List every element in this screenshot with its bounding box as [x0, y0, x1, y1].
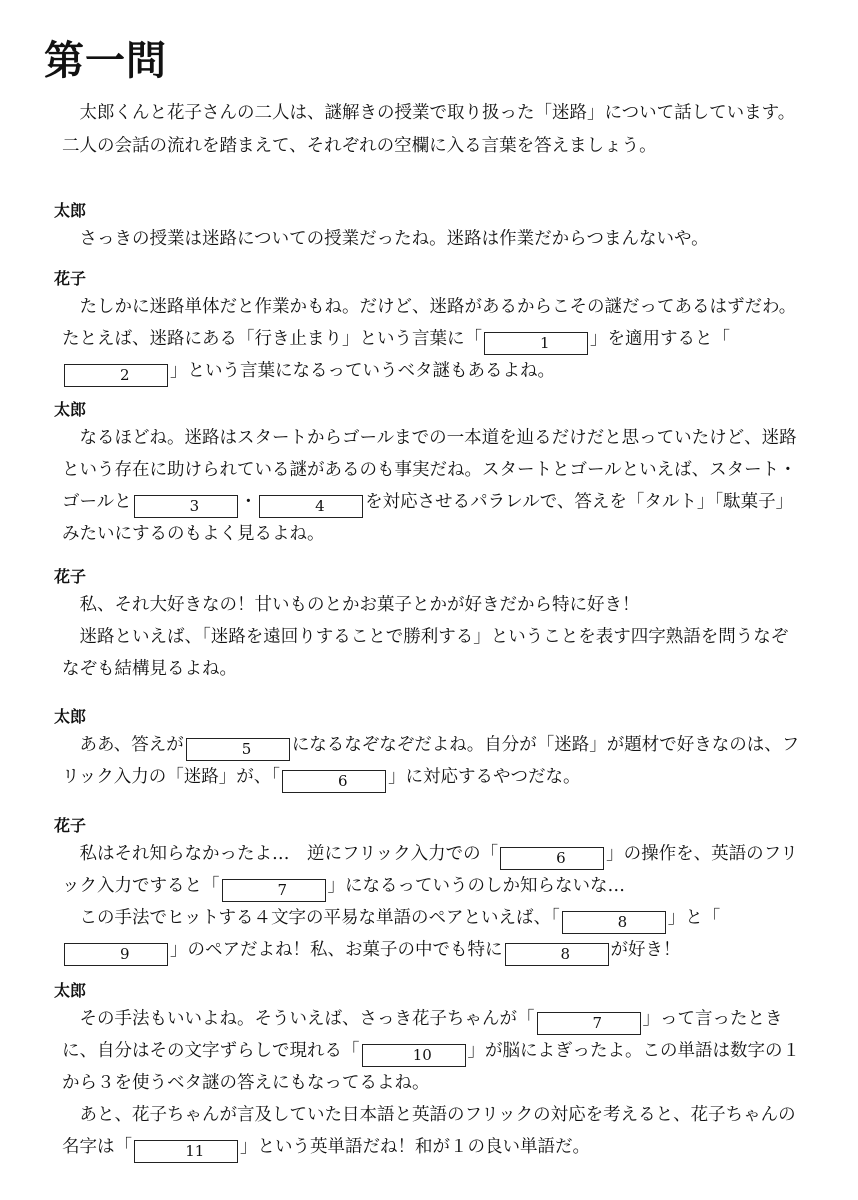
speaker-label: 太郎: [54, 981, 87, 1000]
page-title: 第一問: [44, 38, 167, 84]
answer-blank-11[interactable]: 11: [134, 1140, 238, 1163]
intro-text: 太郎くんと花子さんの二人は、謎解きの授業で取り扱った「迷路」について話しています。二人の会話の流れを踏まえて、それぞれの空欄に入る言葉を答えましょう。: [62, 103, 796, 156]
speech-text: 」が脳によぎったよ。この単語は数字の１から３を使うベタ謎の答えにもなってるよね。: [62, 1041, 800, 1093]
answer-blank-7[interactable]: 7: [222, 879, 326, 902]
speech-text: 」を適用すると「: [590, 329, 730, 349]
speaker-label: 太郎: [54, 201, 87, 220]
speech-text: 」になるっていうのしか知らないな…: [327, 876, 625, 896]
speech-text: ああ、答えが: [79, 735, 184, 755]
speaker-label: 花子: [54, 816, 87, 835]
speech-text: 」と「: [667, 908, 721, 928]
speech-paragraph: [62, 729, 804, 793]
answer-blank-2[interactable]: 2: [64, 364, 168, 387]
speech-text: 迷路といえば、「迷路を遠回りすることで勝利する」ということを表す四字熟語を問うなぞなぞも結構見るよね。: [62, 627, 789, 679]
speech-block: [62, 1003, 804, 1163]
speech-block: [62, 729, 804, 793]
speech-text: 」って言ったときに、自分はその文字ずらしで現れる「: [62, 1009, 783, 1061]
speech-text: 私、それ大好きなの！甘いものとかお菓子とかが好きだから特に好き！: [79, 595, 640, 615]
answer-blank-1[interactable]: 1: [484, 332, 588, 355]
answer-blank-10[interactable]: 10: [362, 1044, 466, 1067]
answer-blank-3[interactable]: 3: [134, 495, 238, 518]
speech-text: が好き！: [610, 940, 681, 960]
speech-paragraph: [62, 838, 804, 902]
speaker-label: 花子: [54, 269, 87, 288]
answer-blank-9[interactable]: 9: [64, 943, 168, 966]
speech-text: になるなぞなぞだよね。自分が「迷路」が題材で好きなのは、フリック入力の「迷路」が、「: [62, 735, 800, 787]
speech-paragraph: [62, 589, 804, 621]
answer-blank-8[interactable]: 8: [562, 911, 666, 934]
answer-blank-4[interactable]: 4: [259, 495, 363, 518]
speech-text: あと、花子ちゃんが言及していた日本語と英語のフリックの対応を考えると、花子ちゃんの名字は「: [62, 1105, 796, 1157]
speech-paragraph: [62, 223, 804, 255]
speech-block: [62, 589, 804, 685]
speaker-label: 太郎: [54, 707, 87, 726]
answer-blank-7[interactable]: 7: [537, 1012, 641, 1035]
speech-paragraph: [62, 621, 804, 685]
speaker-label: 花子: [54, 567, 87, 586]
speech-paragraph: [62, 1099, 804, 1163]
speech-text: この手法でヒットする４文字の平易な単語のペアといえば、「: [79, 908, 560, 928]
speech-block: [62, 223, 804, 255]
speech-text: その手法もいいよね。そういえば、さっき花子ちゃんが「: [79, 1009, 535, 1029]
speech-paragraph: [62, 422, 804, 550]
speech-text: さっきの授業は迷路についての授業だったね。迷路は作業だからつまんないや。: [79, 229, 709, 249]
speech-text: 」のペアだよね！私、お菓子の中でも特に: [170, 940, 503, 960]
speech-block: [62, 291, 804, 387]
speech-paragraph: [62, 902, 804, 966]
speech-text: 」の操作を、英語のフリック入力ですると「: [62, 844, 798, 896]
answer-blank-6[interactable]: 6: [500, 847, 604, 870]
speaker-label: 太郎: [54, 400, 87, 419]
answer-blank-8[interactable]: 8: [505, 943, 609, 966]
answer-blank-5[interactable]: 5: [186, 738, 290, 761]
speech-text: 」という英単語だね！和が１の良い単語だ。: [240, 1137, 590, 1157]
speech-text: たしかに迷路単体だと作業かもね。だけど、迷路があるからこその謎だってあるはずだわ。たとえば、迷路にある「行き止まり」という言葉に「: [62, 297, 797, 349]
speech-text: 」という言葉になるっていうベタ謎もあるよね。: [170, 361, 555, 381]
answer-blank-6[interactable]: 6: [282, 770, 386, 793]
speech-text: 」に対応するやつだな。: [388, 767, 581, 787]
speech-paragraph: [62, 1003, 804, 1099]
speech-block: [62, 838, 804, 966]
speech-text: なるほどね。迷路はスタートからゴールまでの一本道を辿るだけだと思っていたけど、迷路という存在に助けられている謎があるのも事実だね。スタートとゴールといえば、スタート・ゴールと: [62, 428, 797, 512]
speech-text: ・: [239, 492, 258, 512]
speech-text: 私はそれ知らなかったよ… 逆にフリック入力での「: [79, 844, 499, 864]
speech-paragraph: [62, 291, 804, 387]
speech-text: を対応させるパラレルで、答えを「タルト」「駄菓子」みたいにするのもよく見るよね。: [62, 492, 794, 544]
speech-block: [62, 422, 804, 550]
